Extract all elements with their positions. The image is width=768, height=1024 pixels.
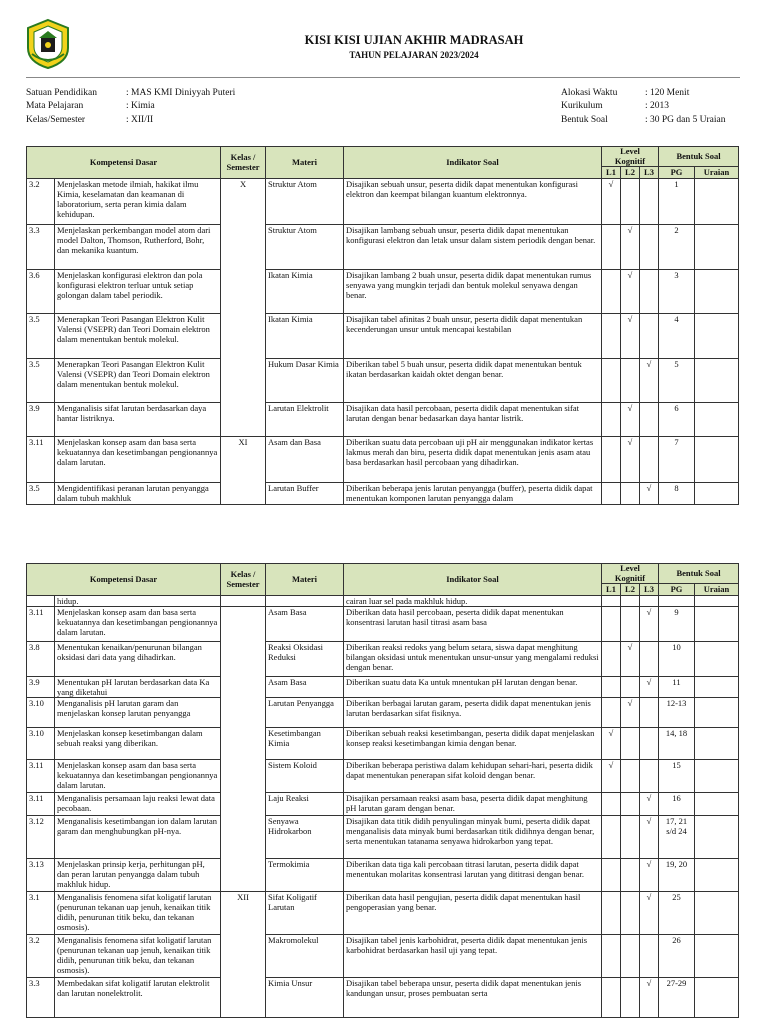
header-l2: L2 <box>621 167 640 179</box>
level-l1-cell <box>602 607 621 642</box>
kompetensi-dasar-cell: Menganalisis fenomena sifat koligatif larutan (penurunan tekanan uap jenuh, kenaikan titik didih, penurunan titik beku, dan tekanan osmosis). <box>55 892 221 935</box>
kelas-cell: XI <box>221 437 266 505</box>
level-l2-cell: √ <box>621 642 640 677</box>
level-l1-cell <box>602 935 621 978</box>
header-l1: L1 <box>602 584 621 596</box>
materi-cell: Struktur Atom <box>266 179 344 225</box>
level-l2-cell: √ <box>621 698 640 728</box>
header-pg: PG <box>659 584 695 596</box>
uraian-cell <box>695 607 739 642</box>
kd-number: 3.2 <box>27 179 55 225</box>
level-l3-cell <box>640 642 659 677</box>
uraian-cell <box>695 596 739 607</box>
header-divider <box>26 77 740 78</box>
level-l2-cell <box>621 483 640 505</box>
level-l1-cell <box>602 359 621 403</box>
table-row <box>27 314 739 359</box>
level-l3-cell <box>640 437 659 483</box>
indikator-cell: Disajikan tabel afinitas 2 buah unsur, peserta didik dapat menentukan kecenderungan unsur untuk mencapai kestabilan <box>344 314 602 359</box>
level-l1-cell <box>602 677 621 698</box>
pg-number-cell: 9 <box>659 607 695 642</box>
info-label: Kurikulum <box>561 101 603 112</box>
kompetensi-dasar-cell: Menentukan kenaikan/penurunan bilangan oksidasi dari data yang dihadirkan. <box>55 642 221 677</box>
kd-number: 3.5 <box>27 483 55 505</box>
level-l2-cell: √ <box>621 225 640 270</box>
kd-number: 3.11 <box>27 793 55 816</box>
level-l1-cell <box>602 698 621 728</box>
level-l2-cell <box>621 978 640 1018</box>
materi-cell: Larutan Elektrolit <box>266 403 344 437</box>
info-label: Mata Pelajaran <box>26 101 84 112</box>
materi-cell: Asam Basa <box>266 607 344 642</box>
header-indikator-soal: Indikator Soal <box>344 564 602 596</box>
table-row <box>27 677 739 698</box>
header-pg: PG <box>659 167 695 179</box>
header-bentuk-soal: Bentuk Soal <box>659 147 739 167</box>
info-value: : 2013 <box>645 101 670 112</box>
pg-number-cell: 26 <box>659 935 695 978</box>
kd-number: 3.8 <box>27 642 55 677</box>
kd-number: 3.5 <box>27 314 55 359</box>
materi-cell: Kesetimbangan Kimia <box>266 728 344 760</box>
pg-number-cell: 25 <box>659 892 695 935</box>
table-row <box>27 596 739 607</box>
kompetensi-dasar-cell: Menentukan pH larutan berdasarkan data Ka yang diketahui <box>55 677 221 698</box>
uraian-cell <box>695 859 739 892</box>
indikator-cell: Disajikan tabel jenis karbohidrat, peserta didik dapat menentukan jenis karbohidrat berdasarkan hasil uji yang tepat. <box>344 935 602 978</box>
level-l2-cell: √ <box>621 314 640 359</box>
indikator-cell: cairan luar sel pada makhluk hidup. <box>344 596 602 607</box>
level-l2-cell <box>621 935 640 978</box>
pg-number-cell: 15 <box>659 760 695 793</box>
indikator-cell: Diberikan suatu data percobaan uji pH air menggunakan indikator kertas lakmus merah dan biru, peserta didik dapat menentukan jenis asam atau basa berdasarkan hasil percobaan yang dihadirkan. <box>344 437 602 483</box>
level-l1-cell <box>602 225 621 270</box>
level-l3-cell <box>640 270 659 314</box>
level-l1-cell <box>602 403 621 437</box>
materi-cell: Kimia Unsur <box>266 978 344 1018</box>
uraian-cell <box>695 728 739 760</box>
level-l3-cell: √ <box>640 359 659 403</box>
level-l3-cell: √ <box>640 483 659 505</box>
table-row <box>27 642 739 677</box>
indikator-cell: Diberikan data hasil percobaan, peserta didik dapat menentukan konsentrasi larutan hasil titrasi asam basa <box>344 607 602 642</box>
kompetensi-dasar-cell: Menganalisis kesetimbangan ion dalam larutan garam dan menghubungkan pH-nya. <box>55 816 221 859</box>
info-label: Kelas/Semester <box>26 114 86 125</box>
pg-number-cell: 3 <box>659 270 695 314</box>
header-indikator-soal: Indikator Soal <box>344 147 602 179</box>
uraian-cell <box>695 978 739 1018</box>
uraian-cell <box>695 935 739 978</box>
level-l3-cell <box>640 403 659 437</box>
kompetensi-dasar-cell: Membedakan sifat koligatif larutan elektrolit dan larutan nonelektrolit. <box>55 978 221 1018</box>
level-l2-cell <box>621 607 640 642</box>
indikator-cell: Diberikan reaksi redoks yang belum setara, siswa dapat menghitung bilangan oksidasi untuk menentukan unsur-unsur yang mengalami reduksi dengan benar. <box>344 642 602 677</box>
kd-number: 3.11 <box>27 760 55 793</box>
table-row <box>27 437 739 483</box>
kompetensi-dasar-cell: Menganalisis sifat larutan berdasarkan daya hantar listriknya. <box>55 403 221 437</box>
indikator-cell: Disajikan sebuah unsur, peserta didik dapat menentukan konfigurasi elektron dan keempat bilangan kuantum elektronnya. <box>344 179 602 225</box>
kompetensi-dasar-cell: Menjelaskan konsep asam dan basa serta kekuatannya dan kesetimbangan pengionannya dalam larutan. <box>55 607 221 642</box>
kd-number: 3.10 <box>27 698 55 728</box>
header-materi: Materi <box>266 564 344 596</box>
header-kelas-semester: Kelas / Semester <box>221 564 266 596</box>
level-l1-cell <box>602 596 621 607</box>
materi-cell: Reaksi Oksidasi Reduksi <box>266 642 344 677</box>
table-row <box>27 403 739 437</box>
materi-cell: Sistem Koloid <box>266 760 344 793</box>
materi-cell: Makromolekul <box>266 935 344 978</box>
uraian-cell <box>695 483 739 505</box>
level-l3-cell <box>640 728 659 760</box>
pg-number-cell: 19, 20 <box>659 859 695 892</box>
table-row <box>27 225 739 270</box>
pg-number-cell: 2 <box>659 225 695 270</box>
table-row <box>27 859 739 892</box>
pg-number-cell: 12-13 <box>659 698 695 728</box>
kompetensi-dasar-cell: Menjelaskan konsep asam dan basa serta kekuatannya dan kesetimbangan pengionannya dalam larutan. <box>55 760 221 793</box>
info-right <box>561 87 725 127</box>
uraian-cell <box>695 698 739 728</box>
kompetensi-dasar-cell: Menganalisis persamaan laju reaksi lewat data pecobaan. <box>55 793 221 816</box>
kd-number: 3.11 <box>27 607 55 642</box>
level-l2-cell <box>621 677 640 698</box>
level-l1-cell <box>602 270 621 314</box>
kompetensi-dasar-cell: Menjelaskan konsep kesetimbangan dalam sebuah reaksi yang diberikan. <box>55 728 221 760</box>
document-subtitle: TAHUN PELAJARAN 2023/2024 <box>349 50 479 60</box>
header-kompetensi-dasar: Kompetensi Dasar <box>27 564 221 596</box>
materi-cell: Termokimia <box>266 859 344 892</box>
header-l3: L3 <box>640 584 659 596</box>
level-l3-cell <box>640 314 659 359</box>
header-l3: L3 <box>640 167 659 179</box>
level-l1-cell <box>602 483 621 505</box>
materi-cell: Ikatan Kimia <box>266 314 344 359</box>
indikator-cell: Diberikan berbagai larutan garam, peserta didik dapat menentukan jenis larutan berdasarkan sifat fisiknya. <box>344 698 602 728</box>
pg-number-cell: 27-29 <box>659 978 695 1018</box>
table-row <box>27 935 739 978</box>
pg-number-cell: 8 <box>659 483 695 505</box>
kompetensi-dasar-cell: Menjelaskan perkembangan model atom dari model Dalton, Thomson, Rutherford, Bohr, dan mekanika kuantum. <box>55 225 221 270</box>
info-label: Bentuk Soal <box>561 114 608 125</box>
level-l2-cell <box>621 359 640 403</box>
info-value: : XII/II <box>126 114 154 125</box>
level-l1-cell: √ <box>602 760 621 793</box>
kompetensi-dasar-cell: hidup. <box>55 596 221 607</box>
header-kelas-semester: Kelas / Semester <box>221 147 266 179</box>
level-l1-cell <box>602 793 621 816</box>
kompetensi-dasar-cell: Menganalisis pH larutan garam dan menjelaskan konsep larutan penyangga <box>55 698 221 728</box>
materi-cell: Hukum Dasar Kimia <box>266 359 344 403</box>
level-l3-cell: √ <box>640 607 659 642</box>
uraian-cell <box>695 403 739 437</box>
level-l1-cell <box>602 892 621 935</box>
uraian-cell <box>695 892 739 935</box>
materi-cell: Asam Basa <box>266 677 344 698</box>
kelas-cell <box>221 607 266 892</box>
kd-number: 3.3 <box>27 225 55 270</box>
header-uraian: Uraian <box>695 584 739 596</box>
info-label: Alokasi Waktu <box>561 88 618 98</box>
level-l1-cell <box>602 314 621 359</box>
uraian-cell <box>695 225 739 270</box>
level-l3-cell: √ <box>640 978 659 1018</box>
info-value: : 30 PG dan 5 Uraian <box>645 114 726 125</box>
level-l2-cell: √ <box>621 270 640 314</box>
materi-cell: Larutan Penyangga <box>266 698 344 728</box>
table-row <box>27 793 739 816</box>
info-label: Satuan Pendidikan <box>26 88 97 98</box>
kompetensi-dasar-cell: Menganalisis fenomena sifat koligatif larutan (penurunan tekanan uap jenuh, kenaikan titik didih, penurunan titik beku, dan tekanan osmosis). <box>55 935 221 978</box>
kompetensi-dasar-cell: Menerapkan Teori Pasangan Elektron Kulit Valensi (VSEPR) dan Teori Domain elektron dalam menentukan bentuk molekul. <box>55 314 221 359</box>
level-l3-cell <box>640 225 659 270</box>
kd-number: 3.2 <box>27 935 55 978</box>
level-l2-cell <box>621 596 640 607</box>
level-l3-cell <box>640 935 659 978</box>
level-l3-cell: √ <box>640 816 659 859</box>
header-kompetensi-dasar: Kompetensi Dasar <box>27 147 221 179</box>
header-l2: L2 <box>621 584 640 596</box>
indikator-cell: Disajikan data titik didih penyulingan minyak bumi, peserta didik dapat menganalisis data minyak bumi berdasarkan titik didihnya dengan benar, serta menentukan tatanama senyawa hidrokarbon yang tepat. <box>344 816 602 859</box>
info-value: : Kimia <box>126 101 155 112</box>
uraian-cell <box>695 793 739 816</box>
table-row <box>27 760 739 793</box>
kd-number: 3.3 <box>27 978 55 1018</box>
kd-number: 3.10 <box>27 728 55 760</box>
level-l3-cell: √ <box>640 793 659 816</box>
pg-number-cell: 14, 18 <box>659 728 695 760</box>
level-l2-cell: √ <box>621 403 640 437</box>
uraian-cell <box>695 642 739 677</box>
indikator-cell: Diberikan suatu data Ka untuk mnentukan pH larutan dengan benar. <box>344 677 602 698</box>
level-l1-cell <box>602 642 621 677</box>
info-left <box>26 87 235 127</box>
level-l3-cell: √ <box>640 892 659 935</box>
kisi-table-2 <box>26 563 739 1018</box>
table-row <box>27 698 739 728</box>
uraian-cell <box>695 816 739 859</box>
kd-number: 3.9 <box>27 403 55 437</box>
level-l2-cell <box>621 816 640 859</box>
header-l1: L1 <box>602 167 621 179</box>
materi-cell: Ikatan Kimia <box>266 270 344 314</box>
indikator-cell: Disajikan data hasil percobaan, peserta didik dapat menentukan sifat larutan dengan benar bedasarkan daya hantar listrik. <box>344 403 602 437</box>
uraian-cell <box>695 437 739 483</box>
info-value: : 120 Menit <box>645 88 690 98</box>
uraian-cell <box>695 677 739 698</box>
materi-cell: Laju Reaksi <box>266 793 344 816</box>
indikator-cell: Diberikan sebuah reaksi kesetimbangan, peserta didik dapat menjelaskan konsep reaksi kesetimbangan kimia dengan benar. <box>344 728 602 760</box>
header-level-kognitif: Level Kognitif <box>602 564 659 584</box>
kd-number: 3.9 <box>27 677 55 698</box>
header-level-kognitif: Level Kognitif <box>602 147 659 167</box>
table-row <box>27 483 739 505</box>
level-l1-cell <box>602 978 621 1018</box>
uraian-cell <box>695 359 739 403</box>
pg-number-cell: 6 <box>659 403 695 437</box>
pg-number-cell: 5 <box>659 359 695 403</box>
kisi-table-1 <box>26 146 739 505</box>
kompetensi-dasar-cell: Menjelaskan prinsip kerja, perhitungan pH, dan peran larutan penyangga dalam tubuh makhluk hidup. <box>55 859 221 892</box>
materi-cell: Asam dan Basa <box>266 437 344 483</box>
pg-number-cell: 4 <box>659 314 695 359</box>
table-row <box>27 892 739 935</box>
level-l1-cell <box>602 859 621 892</box>
level-l1-cell: √ <box>602 728 621 760</box>
indikator-cell: Disajikan lambang 2 buah unsur, peserta didik dapat menentukan rumus senyawa yang mungkin terjadi dan bentuk molekul senyawa dengan benar. <box>344 270 602 314</box>
materi-cell <box>266 596 344 607</box>
table-row <box>27 816 739 859</box>
level-l2-cell <box>621 728 640 760</box>
level-l2-cell <box>621 859 640 892</box>
level-l1-cell <box>602 816 621 859</box>
materi-cell: Senyawa Hidrokarbon <box>266 816 344 859</box>
header-uraian: Uraian <box>695 167 739 179</box>
uraian-cell <box>695 760 739 793</box>
pg-number-cell: 16 <box>659 793 695 816</box>
kelas-cell: XII <box>221 892 266 1018</box>
level-l2-cell <box>621 793 640 816</box>
materi-cell: Sifat Koligatif Larutan <box>266 892 344 935</box>
pg-number-cell <box>659 596 695 607</box>
pg-number-cell: 1 <box>659 179 695 225</box>
table-row <box>27 179 739 225</box>
header-bentuk-soal: Bentuk Soal <box>659 564 739 584</box>
level-l3-cell: √ <box>640 677 659 698</box>
uraian-cell <box>695 270 739 314</box>
level-l3-cell <box>640 698 659 728</box>
kompetensi-dasar-cell: Menjelaskan metode ilmiah, hakikat ilmu Kimia, keselamatan dan keamanan di laboratorium, serta peran kimia dalam kehidupan. <box>55 179 221 225</box>
pg-number-cell: 7 <box>659 437 695 483</box>
kd-number: 3.12 <box>27 816 55 859</box>
indikator-cell: Disajikan tabel beberapa unsur, peserta didik dapat menentukan jenis kandungan unsur, proses pembuatan serta <box>344 978 602 1018</box>
kd-number: 3.13 <box>27 859 55 892</box>
level-l3-cell <box>640 596 659 607</box>
uraian-cell <box>695 314 739 359</box>
kompetensi-dasar-cell: Menjelaskan konfigurasi elektron dan pola konfigurasi elektron terluar untuk setiap golongan dalam tabel periodik. <box>55 270 221 314</box>
pg-number-cell: 11 <box>659 677 695 698</box>
indikator-cell: Disajikan lambang sebuah unsur, peserta didik dapat menentukan konfigurasi elektron dan letak unsur dalam sistem periodik dengan benar. <box>344 225 602 270</box>
level-l2-cell: √ <box>621 437 640 483</box>
indikator-cell: Diberikan data hasil pengujian, peserta didik dapat menentukan hasil pengoperasian yang benar. <box>344 892 602 935</box>
kd-number: 3.6 <box>27 270 55 314</box>
table-row <box>27 978 739 1018</box>
table-row <box>27 359 739 403</box>
indikator-cell: Diberikan beberapa peristiwa dalam kehidupan sehari-hari, peserta didik dapat menentukan penerapan sifat koloid dengan benar. <box>344 760 602 793</box>
materi-cell: Larutan Buffer <box>266 483 344 505</box>
level-l2-cell <box>621 892 640 935</box>
level-l2-cell <box>621 179 640 225</box>
indikator-cell: Disajikan persamaan reaksi asam basa, peserta didik dapat menghitung pH larutan garam dengan benar. <box>344 793 602 816</box>
kd-number <box>27 596 55 607</box>
kompetensi-dasar-cell: Menjelaskan konsep asam dan basa serta kekuatannya dan kesetimbangan pengionannya dalam larutan. <box>55 437 221 483</box>
kompetensi-dasar-cell: Mengidentifikasi peranan larutan penyangga dalam tubuh makhluk <box>55 483 221 505</box>
pg-number-cell: 10 <box>659 642 695 677</box>
pg-number-cell: 17, 21 s/d 24 <box>659 816 695 859</box>
kelas-cell: X <box>221 179 266 437</box>
materi-cell: Struktur Atom <box>266 225 344 270</box>
kd-number: 3.1 <box>27 892 55 935</box>
kompetensi-dasar-cell: Menerapkan Teori Pasangan Elektron Kulit Valensi (VSEPR) dan Teori Domain elektron dalam menentukan bentuk molekul. <box>55 359 221 403</box>
indikator-cell: Diberikan tabel 5 buah unsur, peserta didik dapat menentukan bentuk ikatan berdasarkan kaidah oktet dengan benar. <box>344 359 602 403</box>
level-l3-cell <box>640 179 659 225</box>
uraian-cell <box>695 179 739 225</box>
indikator-cell: Diberikan beberapa jenis larutan penyangga (buffer), peserta didik dapat menentukan komponen larutan penyangga dalam <box>344 483 602 505</box>
level-l1-cell <box>602 437 621 483</box>
info-value: : MAS KMI Diniyyah Puteri <box>126 88 236 98</box>
table-row <box>27 270 739 314</box>
level-l3-cell <box>640 760 659 793</box>
indikator-cell: Diberikan data tiga kali percobaan titrasi larutan, peserta didik dapat menentukan molaritas konsentrasi larutan yang dititrasi dengan benar. <box>344 859 602 892</box>
level-l1-cell: √ <box>602 179 621 225</box>
level-l3-cell: √ <box>640 859 659 892</box>
document-title: KISI KISI UJIAN AKHIR MADRASAH <box>304 33 524 47</box>
level-l2-cell <box>621 760 640 793</box>
kelas-cell <box>221 596 266 607</box>
kd-number: 3.5 <box>27 359 55 403</box>
table-row <box>27 728 739 760</box>
header-materi: Materi <box>266 147 344 179</box>
table-row <box>27 607 739 642</box>
kd-number: 3.11 <box>27 437 55 483</box>
